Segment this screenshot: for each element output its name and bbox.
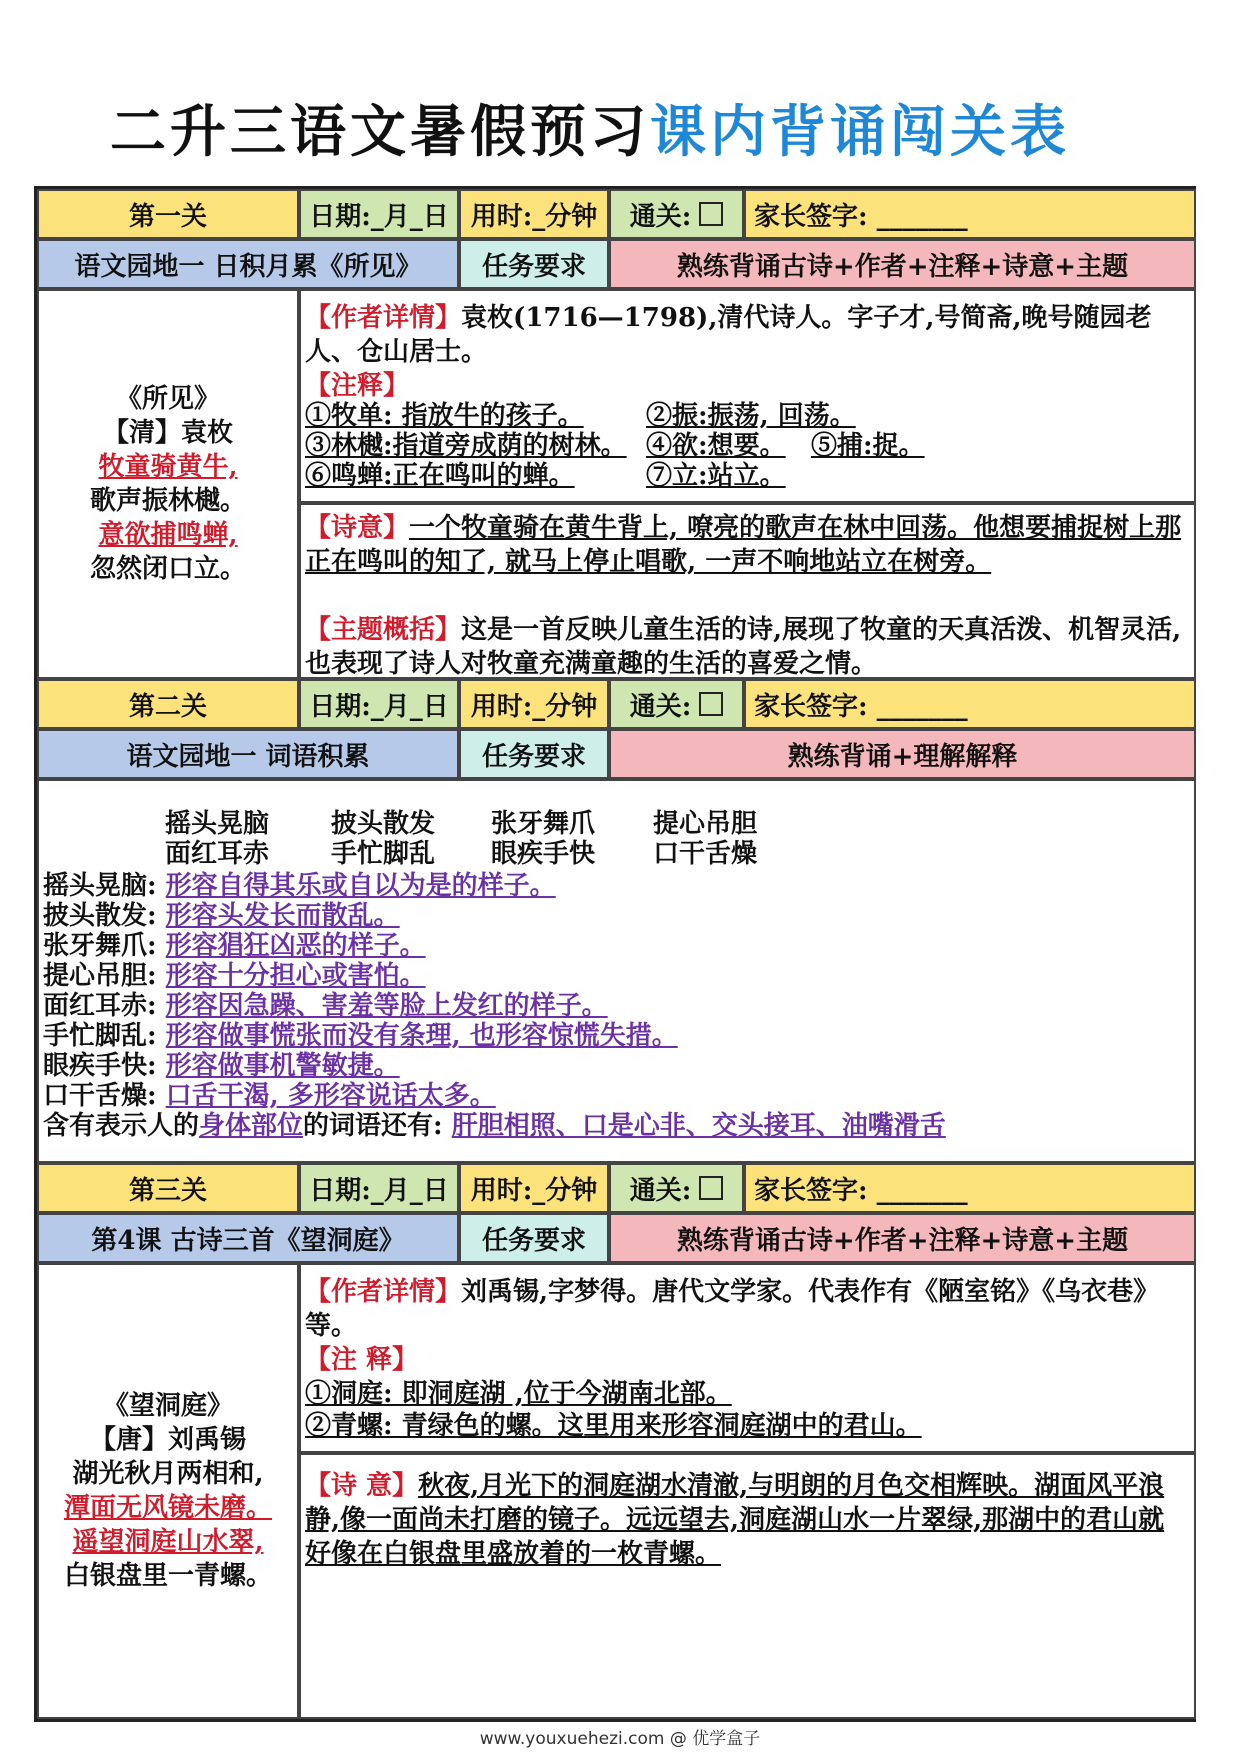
level1-pass-label: 通关: [629, 201, 692, 232]
title-part1: 二升三语文暑假预习 [110, 100, 650, 165]
level3-meaning-box [299, 1453, 1196, 1719]
level2-requirement: 熟练背诵+理解解释 [609, 729, 1196, 779]
level1-requirement: 熟练背诵古诗+作者+注释+诗意+主题 [609, 239, 1196, 289]
word-item: 提心吊胆 [653, 809, 758, 839]
poem-line: 湖光秋月两相和, [72, 1459, 264, 1489]
level3-pass-label: 通关: [629, 1175, 692, 1206]
level1-meaning [305, 511, 1190, 579]
word-item: 面红耳赤 [165, 839, 270, 869]
explanation-meaning: 形容头发长而散乱。 [165, 901, 400, 931]
word-item: 眼疾手快 [491, 839, 596, 869]
level3-pass [609, 1163, 744, 1213]
level1-task: 任务要求 [459, 239, 609, 289]
meaning-tag: 【诗意】 [305, 513, 410, 543]
level2-time: 用时:_分钟 [459, 679, 609, 729]
explanation-meaning: 形容十分担心或害怕。 [165, 961, 426, 991]
explanation-meaning: 形容做事慌张而没有条理, 也形容惊慌失措。 [165, 1021, 678, 1051]
poem-author: 【清】袁枚 [102, 418, 233, 448]
level2-topic: 语文园地一 词语积累 [37, 729, 459, 779]
note-item [646, 455, 786, 492]
author-tag: 【作者详情】 [305, 1277, 462, 1307]
level3-time: 用时:_分钟 [459, 1163, 609, 1213]
extra-mid: 的词语还有: [303, 1111, 443, 1141]
level1-theme [305, 613, 1190, 681]
explanation-word: 张牙舞爪: [43, 931, 157, 961]
level1-poem-box [37, 289, 299, 679]
level3-poem-box [37, 1263, 299, 1719]
level1-topic: 语文园地一 日积月累《所见》 [37, 239, 459, 289]
explanation-word: 手忙脚乱: [43, 1021, 157, 1051]
poem-line: 遥望洞庭山水翠, [72, 1527, 264, 1557]
meaning-text: 一个牧童骑在黄牛背上, 嘹亮的歌声在林中回荡。他想要捕捉树上那正在鸣叫的知了, 就马上停止唱歌, 一声不响地站立在树旁。 [305, 513, 1182, 577]
explanation-word: 摇头晃脑: [43, 871, 157, 901]
note-text: ⑥鸣蝉:正在鸣叫的蝉。 [305, 461, 575, 491]
poem-line: 忽然闭口立。 [89, 554, 246, 584]
note-text: ⑤捕:捉。 [811, 431, 925, 461]
level3-sign: 家长签字: _______ [744, 1163, 1196, 1213]
level1-name: 第一关 [37, 189, 299, 239]
word-item: 摇头晃脑 [165, 809, 270, 839]
notes-tag: 【注释】 [305, 371, 410, 401]
author-text: 刘禹锡,字梦得。唐代文学家。代表作有《陋室铭》《乌衣巷》等。 [305, 1277, 1160, 1341]
level2-name: 第二关 [37, 679, 299, 729]
explanation-meaning: 形容做事机警敏捷。 [165, 1051, 400, 1081]
meaning-text: 秋夜,月光下的洞庭湖水清澈,与明朗的月色交相辉映。湖面风平浪静,像一面尚未打磨的镜子。远远望去,洞庭湖山水一片翠绿,那湖中的君山就好像在白银盘里盛放着的一枚青螺。 [305, 1471, 1165, 1569]
poem-author: 【唐】刘禹锡 [89, 1425, 246, 1455]
theme-text: 这是一首反映儿童生活的诗,展现了牧童的天真活泼、机智灵活,也表现了诗人对牧童充满童趣的生活的喜爱之情。 [305, 615, 1182, 679]
poem-line: 白银盘里一青螺。 [63, 1561, 272, 1591]
note-text: ③林樾:指道旁成荫的树林。 [305, 431, 627, 461]
poem-line: 牧童骑黄牛, [98, 452, 238, 482]
level1-pass-checkbox[interactable] [699, 202, 723, 226]
poem-title: 《所见》 [115, 384, 220, 414]
poem-line: 意欲捕鸣蝉, [98, 520, 238, 550]
level2-sign: 家长签字: _______ [744, 679, 1196, 729]
level3-author-detail [305, 1275, 1190, 1343]
level1-poem [39, 291, 297, 677]
level2-pass [609, 679, 744, 729]
note-item [305, 1405, 922, 1442]
author-text: 袁枚(1716—1798),清代诗人。字子才,号简斋,晚号随园老人、仓山居士。 [305, 303, 1152, 367]
level3-requirement: 熟练背诵古诗+作者+注释+诗意+主题 [609, 1213, 1196, 1263]
note-item [305, 455, 575, 492]
theme-tag: 【主题概括】 [305, 615, 462, 645]
note-item [811, 425, 925, 462]
level3-name: 第三关 [37, 1163, 299, 1213]
level1-time: 用时:_分钟 [459, 189, 609, 239]
explanation-word: 口干舌燥: [43, 1081, 157, 1111]
level1-date: 日期:_月_日 [299, 189, 459, 239]
level3-pass-checkbox[interactable] [699, 1176, 723, 1200]
note-text: ④欲:想要。 [646, 431, 786, 461]
explanation-word: 眼疾手快: [43, 1051, 157, 1081]
note-text: ②振:振荡, 回荡。 [646, 401, 856, 431]
author-tag: 【作者详情】 [305, 303, 462, 333]
level1-sign: 家长签字: _______ [744, 189, 1196, 239]
level1-meaning-box [299, 503, 1196, 679]
note-text: ①洞庭: 即洞庭湖 ,位于今湖南北部。 [305, 1379, 732, 1409]
explanation-word: 提心吊胆: [43, 961, 157, 991]
poem-line: 歌声振林樾。 [89, 486, 246, 516]
word-item: 张牙舞爪 [491, 809, 596, 839]
explanation-meaning: 口舌干渴, 多形容说话太多。 [165, 1081, 496, 1111]
level2-words-box [37, 779, 1196, 1163]
explanation-word: 面红耳赤: [43, 991, 157, 1021]
extra-words: 肝胆相照、口是心非、交头接耳、油嘴滑舌 [451, 1111, 946, 1141]
challenge-sheet [34, 186, 1196, 1722]
explanation-meaning: 形容因急躁、害羞等脸上发红的样子。 [165, 991, 608, 1021]
extra-prefix: 含有表示人的 [43, 1111, 200, 1141]
level3-info-box [299, 1263, 1196, 1453]
level3-task: 任务要求 [459, 1213, 609, 1263]
level2-pass-checkbox[interactable] [699, 692, 723, 716]
level2-date: 日期:_月_日 [299, 679, 459, 729]
word-item: 口干舌燥 [653, 839, 758, 869]
extra-key: 身体部位 [199, 1111, 304, 1141]
level3-topic: 第4课 古诗三首《望洞庭》 [37, 1213, 459, 1263]
note-text: ①牧单: 指放牛的孩子。 [305, 401, 584, 431]
level2-pass-label: 通关: [629, 691, 692, 722]
level1-pass [609, 189, 744, 239]
explanation-meaning: 形容自得其乐或自以为是的样子。 [165, 871, 556, 901]
footer-watermark: www.youxuehezi.com @ 优学盒子 [479, 1729, 761, 1749]
page-title [110, 88, 1070, 168]
level2-task: 任务要求 [459, 729, 609, 779]
title-part2: 课内背诵闯关表 [650, 100, 1070, 165]
note-text: ②青螺: 青绿色的螺。这里用来形容洞庭湖中的君山。 [305, 1411, 922, 1441]
level3-meaning [305, 1469, 1190, 1571]
note-text: ⑦立:站立。 [646, 461, 786, 491]
meaning-tag: 【诗 意】 [305, 1471, 419, 1501]
word-item: 手忙脚乱 [331, 839, 436, 869]
notes-tag: 【注 释】 [305, 1345, 419, 1375]
level1-author-detail [305, 301, 1190, 369]
extra-words-row [43, 1105, 946, 1142]
explanation-meaning: 形容猖狂凶恶的样子。 [165, 931, 426, 961]
level1-info-box [299, 289, 1196, 503]
level3-poem [39, 1265, 297, 1717]
explanation-word: 披头散发: [43, 901, 157, 931]
poem-title: 《望洞庭》 [102, 1391, 233, 1421]
poem-line: 潭面无风镜未磨。 [63, 1493, 272, 1523]
level3-date: 日期:_月_日 [299, 1163, 459, 1213]
word-item: 披头散发 [331, 809, 436, 839]
